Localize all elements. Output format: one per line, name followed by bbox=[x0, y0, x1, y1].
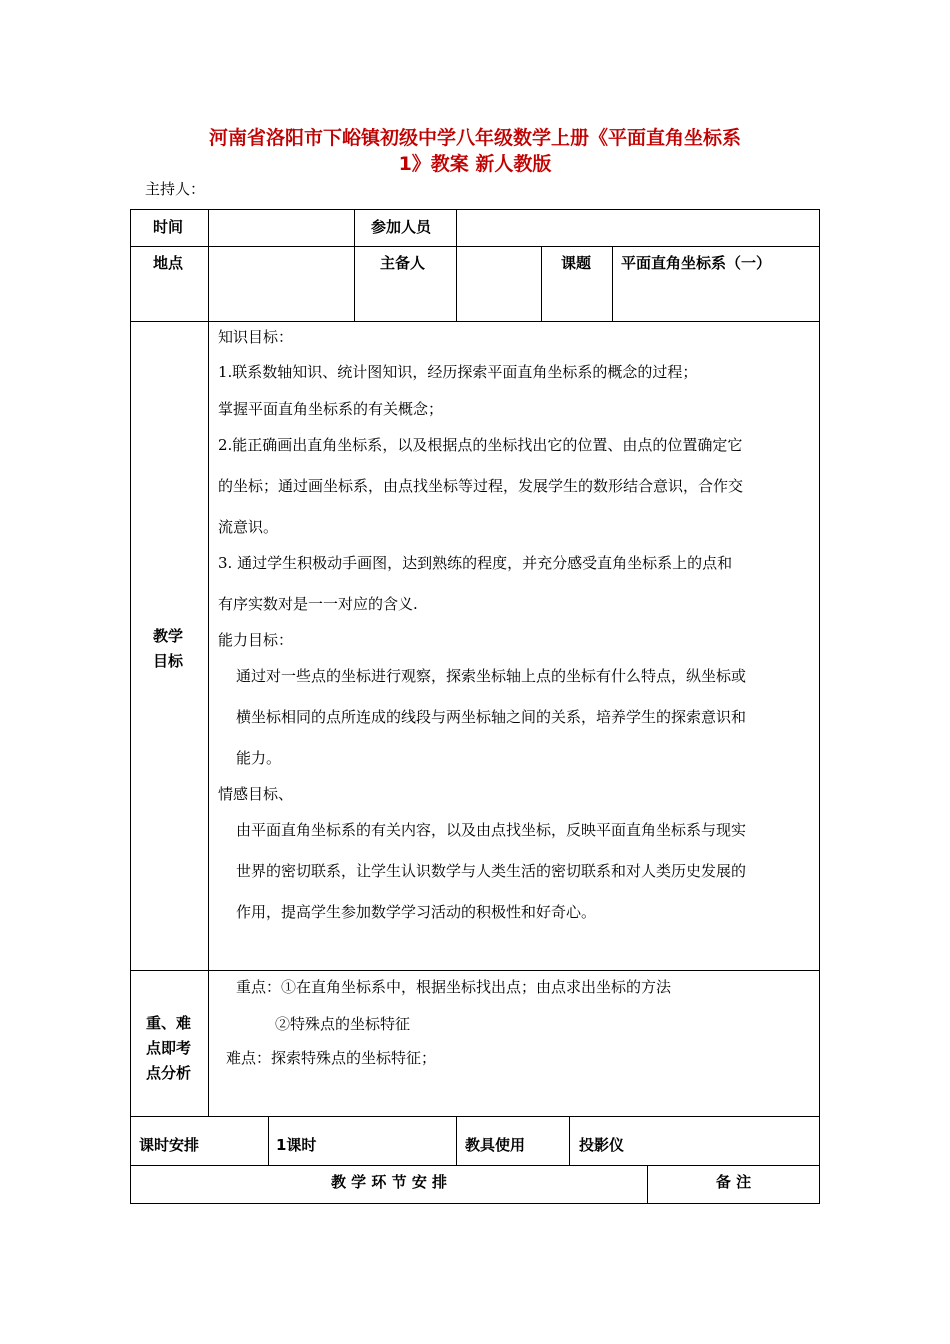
place-label: 地点 bbox=[153, 254, 184, 272]
table-rule bbox=[456, 209, 457, 321]
key-point-line: 难点：探索特殊点的坐标特征； bbox=[226, 1049, 437, 1067]
arrangement-header: 教 学 环 节 安 排 bbox=[330, 1173, 448, 1191]
table-border-top bbox=[130, 209, 820, 210]
table-rule bbox=[612, 246, 613, 321]
table-border-bottom bbox=[130, 1203, 820, 1204]
goals-line: 流意识。 bbox=[218, 518, 279, 536]
table-rule bbox=[569, 1116, 570, 1165]
table-rule bbox=[456, 1116, 457, 1165]
table-border-left bbox=[130, 209, 131, 1204]
time-label: 时间 bbox=[153, 218, 184, 236]
key-point-line: 重点：①在直角坐标系中，根据坐标找出点；由点求出坐标的方法 bbox=[236, 978, 672, 996]
table-rule bbox=[130, 1165, 820, 1166]
goals-line: 的坐标；通过画坐标系，由点找坐标等过程，发展学生的数形结合意识，合作交 bbox=[218, 477, 744, 495]
preparer-label: 主备人 bbox=[380, 254, 426, 272]
goals-label-line-1: 教学 bbox=[153, 627, 184, 645]
table-rule bbox=[130, 1116, 820, 1117]
goals-line: 情感目标、 bbox=[218, 785, 294, 803]
tools-label: 教具使用 bbox=[465, 1136, 526, 1154]
table-rule bbox=[208, 209, 209, 1116]
goals-line: 通过对一些点的坐标进行观察，探索坐标轴上点的坐标有什么特点，纵坐标或 bbox=[236, 667, 747, 685]
goals-line: 作用，提高学生参加数学学习活动的积极性和好奇心。 bbox=[236, 903, 597, 921]
document-title-line-1: 河南省洛阳市下峪镇初级中学八年级数学上册《平面直角坐标系 bbox=[208, 127, 741, 149]
goals-line: 世界的密切联系，让学生认识数学与人类生活的密切联系和对人类历史发展的 bbox=[236, 862, 747, 880]
key-points-label-line-3: 点分析 bbox=[146, 1064, 192, 1082]
topic-value: 平面直角坐标系（一） bbox=[621, 254, 772, 272]
hours-label: 课时安排 bbox=[139, 1136, 200, 1154]
key-points-label-line-1: 重、难 bbox=[146, 1014, 192, 1032]
goals-line: 横坐标相同的点所连成的线段与两坐标轴之间的关系，培养学生的探索意识和 bbox=[236, 708, 747, 726]
table-border-right bbox=[819, 209, 820, 1204]
tools-value: 投影仪 bbox=[579, 1136, 625, 1154]
topic-label: 课题 bbox=[561, 254, 592, 272]
goals-line: 有序实数对是一一对应的含义. bbox=[218, 595, 418, 613]
table-rule bbox=[130, 970, 820, 971]
goals-line: 能力。 bbox=[236, 749, 282, 767]
goals-line: 1.联系数轴知识、统计图知识，经历探索平面直角坐标系的概念的过程； bbox=[218, 363, 698, 381]
goals-line: 由平面直角坐标系的有关内容，以及由点找坐标，反映平面直角坐标系与现实 bbox=[236, 821, 747, 839]
goals-label-line-2: 目标 bbox=[153, 652, 184, 670]
hours-value: 1课时 bbox=[276, 1136, 317, 1154]
goals-line: 掌握平面直角坐标系的有关概念； bbox=[218, 400, 444, 418]
participants-label: 参加人员 bbox=[371, 218, 432, 236]
goals-line: 能力目标： bbox=[218, 631, 294, 649]
table-rule bbox=[354, 209, 355, 321]
table-rule bbox=[541, 246, 542, 321]
notes-header: 备 注 bbox=[715, 1173, 752, 1191]
goals-line: 2.能正确画出直角坐标系，以及根据点的坐标找出它的位置、由点的位置确定它 bbox=[218, 436, 743, 454]
goals-line: 知识目标： bbox=[218, 328, 294, 346]
key-point-line: ②特殊点的坐标特征 bbox=[275, 1015, 411, 1033]
document-title-line-2: 1》教案 新人教版 bbox=[398, 153, 552, 175]
table-rule bbox=[130, 321, 820, 322]
key-points-label-line-2: 点即考 bbox=[146, 1039, 192, 1057]
goals-line: 3. 通过学生积极动手画图，达到熟练的程度，并充分感受直角坐标系上的点和 bbox=[218, 554, 733, 572]
host-label: 主持人： bbox=[145, 180, 206, 198]
table-rule bbox=[268, 1116, 269, 1165]
table-rule bbox=[130, 246, 820, 247]
